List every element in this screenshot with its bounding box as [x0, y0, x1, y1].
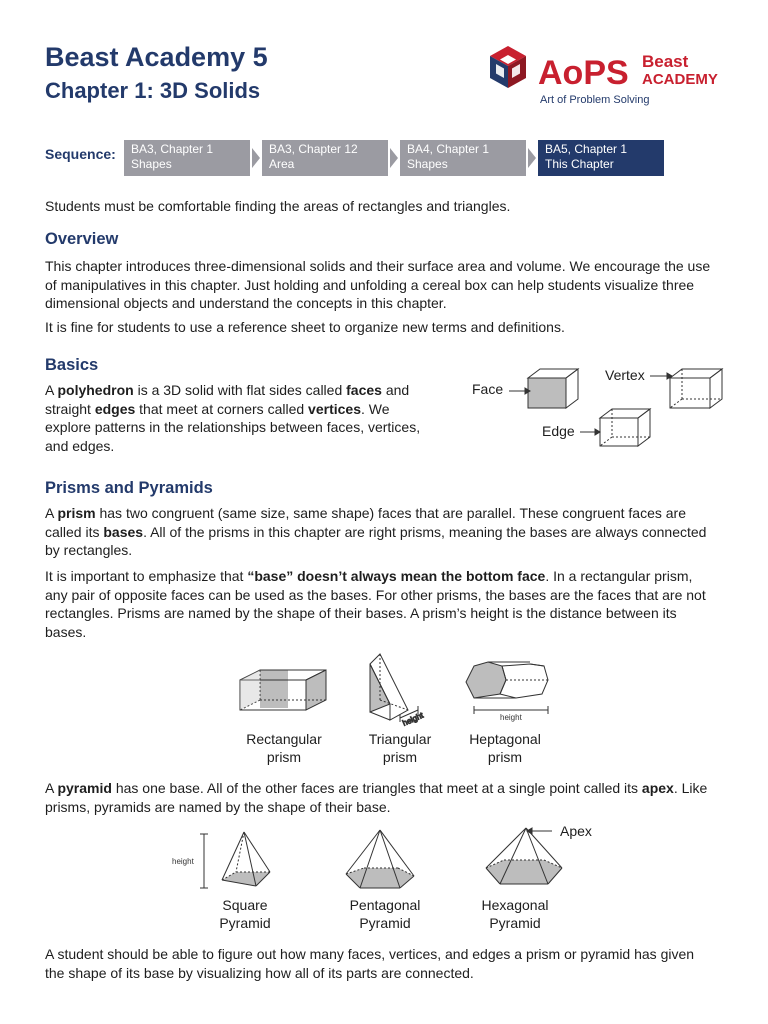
pyramid-diagrams — [160, 820, 620, 896]
closing-paragraph: A student should be able to figure out how many faces, vertices, and edges a prism or pyramid has given the shape of its base by visualizing how all of its parts are connected. — [45, 946, 695, 981]
basics-paragraph: A polyhedron is a 3D solid with flat sides called faces and straight edges that meet at corners called vertices. We explore patterns in the relationships between faces, vertices, and edges. — [45, 382, 421, 454]
term-pyramid: pyramid — [57, 780, 112, 796]
heptagonal-height-label: height — [500, 713, 522, 722]
triangular-height-label: height — [401, 710, 425, 728]
sequence-item-line1: BA3, Chapter 1 — [131, 142, 214, 156]
page-title: Beast Academy 5 — [45, 42, 268, 72]
pentagonal-pyramid-caption: Pentagonal Pyramid — [349, 897, 421, 931]
overview-heading: Overview — [45, 230, 119, 248]
term-bases: bases — [103, 523, 144, 540]
sequence-label: Sequence: — [45, 146, 116, 162]
term-prism: prism — [57, 505, 96, 521]
sequence-item-line1: BA4, Chapter 1 — [407, 142, 490, 156]
term-edges: edges — [94, 400, 136, 417]
chapter-subtitle: Chapter 1: 3D Solids — [45, 78, 261, 103]
polyhedron-parts-diagram — [460, 360, 730, 450]
sequence-item-current — [538, 140, 664, 176]
apex-label: Apex — [560, 823, 592, 839]
pyramid-height-label: height — [172, 857, 194, 866]
sequence-arrow-icon — [252, 148, 260, 168]
triangular-prism-caption: Triangular prism — [368, 731, 432, 765]
logo-tagline: Art of Problem Solving — [540, 94, 650, 106]
sequence-item-line2: Shapes — [131, 157, 172, 171]
sequence-arrow-icon — [390, 148, 398, 168]
term-polyhedron: polyhedron — [57, 382, 134, 398]
logo-brand: AoPS — [538, 54, 629, 92]
term-vertices: vertices — [308, 400, 361, 417]
cube-logo-icon — [490, 46, 526, 88]
vertex-label: Vertex — [605, 367, 645, 383]
aops-beast-academy-logo — [486, 44, 736, 108]
face-cube-icon — [509, 369, 578, 408]
height-bracket-icon — [200, 834, 208, 888]
square-pyramid-icon — [222, 832, 270, 886]
sequence-arrow-icon — [528, 148, 536, 168]
sequence-item-ba4-ch1 — [400, 140, 526, 176]
base-emphasis: “base” doesn’t always mean the bottom face — [247, 568, 546, 584]
edge-label: Edge — [542, 423, 575, 439]
sequence-item-line1: BA3, Chapter 12 — [269, 142, 358, 156]
intro-text: Students must be comfortable finding the areas of rectangles and triangles. — [45, 198, 511, 214]
overview-paragraph: This chapter introduces three-dimensional solids and their surface area and volume. We encourage the use of manipulatives in this chapter. Just holding and unfolding a cereal box can help students visualize three dimensional objects and understand the concepts in this chapter. — [45, 258, 711, 311]
edge-cube-icon — [580, 409, 650, 446]
sequence-item-ba3-ch1 — [124, 140, 250, 176]
hexagonal-pyramid-caption: Hexagonal Pyramid — [481, 897, 549, 931]
basics-heading: Basics — [45, 356, 99, 374]
term-apex: apex — [641, 780, 674, 796]
rectangular-prism-icon — [240, 670, 326, 710]
logo-sub-brand-bottom: ACADEMY — [642, 71, 718, 88]
rectangular-prism-caption: Rectangular prism — [246, 731, 322, 765]
square-pyramid-caption: Square Pyramid — [219, 897, 271, 931]
sequence-item-ba3-ch12 — [262, 140, 388, 176]
sequence-item-line2: Area — [269, 157, 295, 171]
sequence-item-line2: Shapes — [407, 157, 448, 171]
heptagonal-prism-caption: Heptagonal prism — [469, 731, 541, 765]
prisms-pyramids-heading: Prisms and Pyramids — [45, 479, 213, 497]
logo-sub-brand-top: Beast — [642, 52, 689, 71]
sequence-item-line1: BA5, Chapter 1 — [545, 142, 628, 156]
prism-definition-paragraph: A prism has two congruent (same size, same shape) faces that are parallel. These congruent faces are called its bases. All of the prisms in this chapter are right prisms, meaning the bases are always connected by rectangles. — [45, 505, 707, 558]
face-label: Face — [472, 381, 504, 397]
term-faces: faces — [346, 382, 382, 398]
base-emphasis-paragraph: It is important to emphasize that “base” doesn’t always mean the bottom face. In a rectangular prism, any pair of opposite faces can be used as the bases. For other prisms, the bases are the faces that are not rectangles. Prisms are named by the shape of their bases. A prism’s height is the distance between its bases. — [45, 568, 706, 640]
overview-reference-note: It is fine for students to use a reference sheet to organize new terms and definitions. — [45, 319, 565, 335]
sequence-item-line2: This Chapter — [545, 157, 614, 171]
prism-diagrams — [230, 648, 560, 730]
pentagonal-pyramid-icon — [346, 830, 414, 888]
hexagonal-pyramid-icon — [486, 828, 562, 884]
heptagonal-prism-icon — [466, 662, 548, 714]
triangular-prism-icon — [370, 654, 418, 722]
pyramid-definition-paragraph: A pyramid has one base. All of the other faces are triangles that meet at a single point called its apex. Like prisms, pyramids are named by the shape of their base. — [45, 780, 708, 815]
vertex-cube-icon — [650, 369, 722, 408]
